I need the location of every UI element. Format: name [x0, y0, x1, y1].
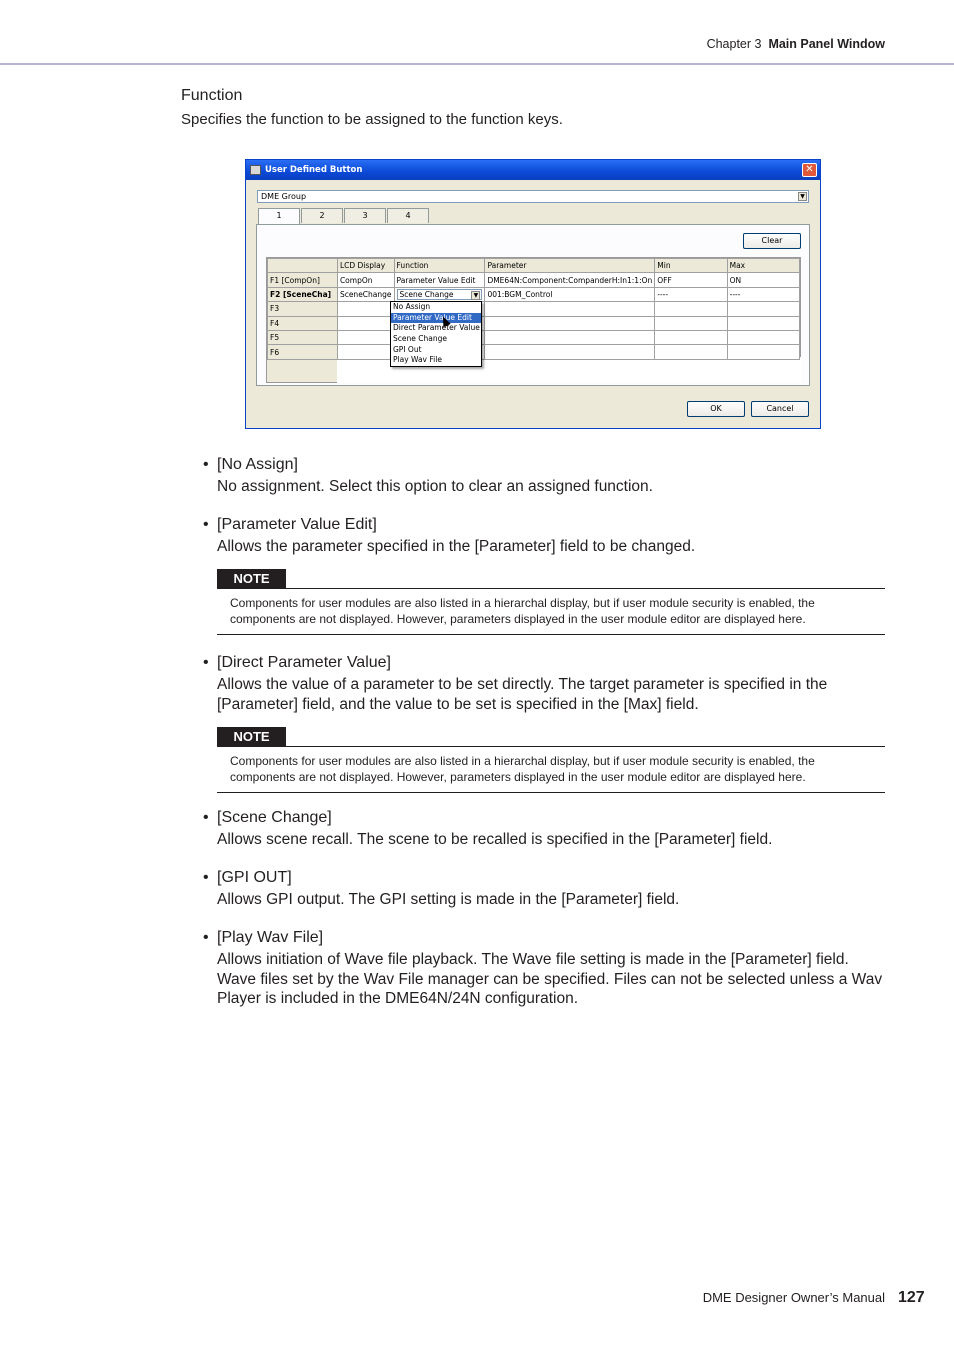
- note-badge: NOTE: [217, 727, 286, 746]
- min-cell[interactable]: [655, 302, 727, 316]
- bullet-label: [Parameter Value Edit]: [217, 516, 377, 533]
- note-text: Components for user modules are also listed in a hierarchal display, but if user module security is enabled, the components are not displayed. However, parameters displayed in the user module editor are displayed here.: [230, 596, 815, 626]
- tab-1[interactable]: 1: [258, 208, 300, 225]
- function-key-grid: [266, 257, 801, 383]
- max-cell[interactable]: [727, 345, 799, 359]
- lcd-cell[interactable]: [337, 345, 394, 359]
- col-min: Min: [655, 259, 727, 273]
- parameter-cell[interactable]: DME64N:Component:CompanderH:In1:1:On: [485, 273, 655, 287]
- parameter-cell[interactable]: [485, 302, 655, 316]
- chapter-title: Main Panel Window: [768, 37, 885, 51]
- row-key: F4: [268, 316, 338, 330]
- min-cell[interactable]: ----: [655, 287, 727, 301]
- tab-4[interactable]: 4: [387, 208, 429, 223]
- min-cell[interactable]: [655, 316, 727, 330]
- dropdown-option[interactable]: Direct Parameter Value: [393, 323, 480, 333]
- min-cell[interactable]: OFF: [655, 273, 727, 287]
- note-badge: NOTE: [217, 569, 286, 588]
- scene-change-text: Allows scene recall. The scene to be recalled is specified in the [Parameter] field.: [217, 831, 773, 848]
- table-row: [268, 345, 800, 359]
- bullet-label: [Direct Parameter Value]: [217, 654, 391, 671]
- dropdown-option[interactable]: GPI Out: [393, 344, 422, 354]
- table-row: [268, 287, 800, 301]
- parameter-cell[interactable]: [485, 316, 655, 330]
- page-number: 127: [898, 1289, 925, 1306]
- col-max: Max: [727, 259, 799, 273]
- function-combo-value: Scene Change: [399, 289, 454, 299]
- table-row: [268, 316, 800, 330]
- row-key: F5: [268, 330, 338, 344]
- bullet-dot: •: [203, 654, 209, 671]
- group-combo[interactable]: [257, 190, 809, 203]
- function-combo[interactable]: [397, 289, 483, 300]
- grid-corner: [268, 259, 338, 273]
- direct-parameter-value-text: Allows the value of a parameter to be set directly. The target parameter is specified in the [Parameter] field, and the value to be set is specified in the [Max] field.: [217, 676, 828, 713]
- col-parameter: Parameter: [485, 259, 655, 273]
- cancel-button[interactable]: Cancel: [751, 401, 809, 417]
- function-cell[interactable]: [394, 287, 485, 301]
- note-box: [217, 727, 885, 793]
- row-key: F6: [268, 345, 338, 359]
- bullet-label: [No Assign]: [217, 456, 298, 473]
- table-row: [268, 273, 800, 287]
- col-function: Function: [394, 259, 485, 273]
- parameter-cell[interactable]: [485, 345, 655, 359]
- bullet-label: [Play Wav File]: [217, 929, 324, 946]
- row-key: F1 [CompOn]: [268, 273, 338, 287]
- close-icon[interactable]: ✕: [802, 163, 817, 177]
- function-dropdown-list: [390, 301, 482, 367]
- max-cell[interactable]: [727, 302, 799, 316]
- lcd-cell[interactable]: CompOn: [337, 273, 394, 287]
- lcd-cell[interactable]: [337, 316, 394, 330]
- tab-3[interactable]: 3: [344, 208, 386, 223]
- max-cell[interactable]: ----: [727, 287, 799, 301]
- lcd-cell[interactable]: [337, 302, 394, 316]
- parameter-cell[interactable]: [485, 330, 655, 344]
- lcd-cell[interactable]: [337, 330, 394, 344]
- ok-button[interactable]: OK: [687, 401, 745, 417]
- function-cell[interactable]: Parameter Value Edit: [394, 273, 485, 287]
- tab-panel: [256, 224, 810, 386]
- dialog-title-bar: [246, 160, 820, 180]
- function-key-table: [267, 258, 800, 360]
- gpi-out-text: Allows GPI output. The GPI setting is made in the [Parameter] field.: [217, 891, 680, 908]
- play-wav-file-text: Allows initiation of Wave file playback. The Wave file setting is made in the [Parameter] field. Wave files set by the Wav File manager can be specified. Files can not be selected unless a Wav Player is included in the DME64N/24N configuration.: [217, 951, 883, 1008]
- dropdown-option-selected[interactable]: Parameter Value Edit: [391, 313, 481, 324]
- bullet-label: [Scene Change]: [217, 809, 332, 826]
- dropdown-option[interactable]: No Assign: [393, 302, 431, 311]
- max-cell[interactable]: [727, 330, 799, 344]
- min-cell[interactable]: [655, 330, 727, 344]
- no-assign-text: No assignment. Select this option to clear an assigned function.: [217, 478, 653, 495]
- note-rule-top: [217, 746, 885, 747]
- bullet-label: [GPI OUT]: [217, 869, 292, 886]
- bullet-dot: •: [203, 929, 209, 946]
- footer-manual-title: DME Designer Owner’s Manual: [702, 1290, 885, 1305]
- bullet-dot: •: [203, 809, 209, 826]
- note-rule-bottom: [217, 792, 885, 793]
- min-cell[interactable]: [655, 345, 727, 359]
- tab-strip: [258, 208, 430, 224]
- header-rule: [0, 63, 954, 65]
- user-defined-button-dialog: [245, 159, 821, 429]
- chapter-label: Chapter 3: [706, 37, 762, 51]
- lcd-cell[interactable]: SceneChange: [337, 287, 394, 301]
- chevron-down-icon[interactable]: ▼: [471, 291, 480, 300]
- bullet-dot: •: [203, 869, 209, 886]
- section-title: Function: [181, 87, 243, 104]
- dialog-title: User Defined Button: [265, 165, 363, 175]
- chevron-down-icon[interactable]: ▼: [798, 192, 807, 201]
- clear-button[interactable]: Clear: [743, 233, 801, 249]
- bullet-dot: •: [203, 516, 209, 533]
- bullet-dot: •: [203, 456, 209, 473]
- running-header: [707, 37, 885, 51]
- table-row: [268, 330, 800, 344]
- parameter-value-edit-text: Allows the parameter specified in the [Parameter] field to be changed.: [217, 538, 696, 555]
- table-row: [268, 302, 800, 316]
- note-rule-top: [217, 588, 885, 589]
- app-icon: [250, 165, 261, 175]
- note-box: [217, 569, 885, 635]
- dropdown-option[interactable]: Scene Change: [393, 334, 447, 344]
- max-cell[interactable]: ON: [727, 273, 799, 287]
- dropdown-option[interactable]: Play Wav File: [393, 355, 442, 365]
- section-description: Specifies the function to be assigned to the function keys.: [181, 111, 563, 128]
- parameter-cell[interactable]: 001:BGM_Control: [485, 287, 655, 301]
- group-combo-value: DME Group: [261, 192, 307, 201]
- row-key: F3: [268, 302, 338, 316]
- col-lcd-display: LCD Display: [337, 259, 394, 273]
- tab-2[interactable]: 2: [301, 208, 343, 223]
- note-text: Components for user modules are also listed in a hierarchal display, but if user module security is enabled, the components are not displayed. However, parameters displayed in the user module editor are displayed here.: [230, 754, 815, 784]
- row-key: F2 [SceneCha]: [268, 287, 338, 301]
- max-cell[interactable]: [727, 316, 799, 330]
- note-rule-bottom: [217, 634, 885, 635]
